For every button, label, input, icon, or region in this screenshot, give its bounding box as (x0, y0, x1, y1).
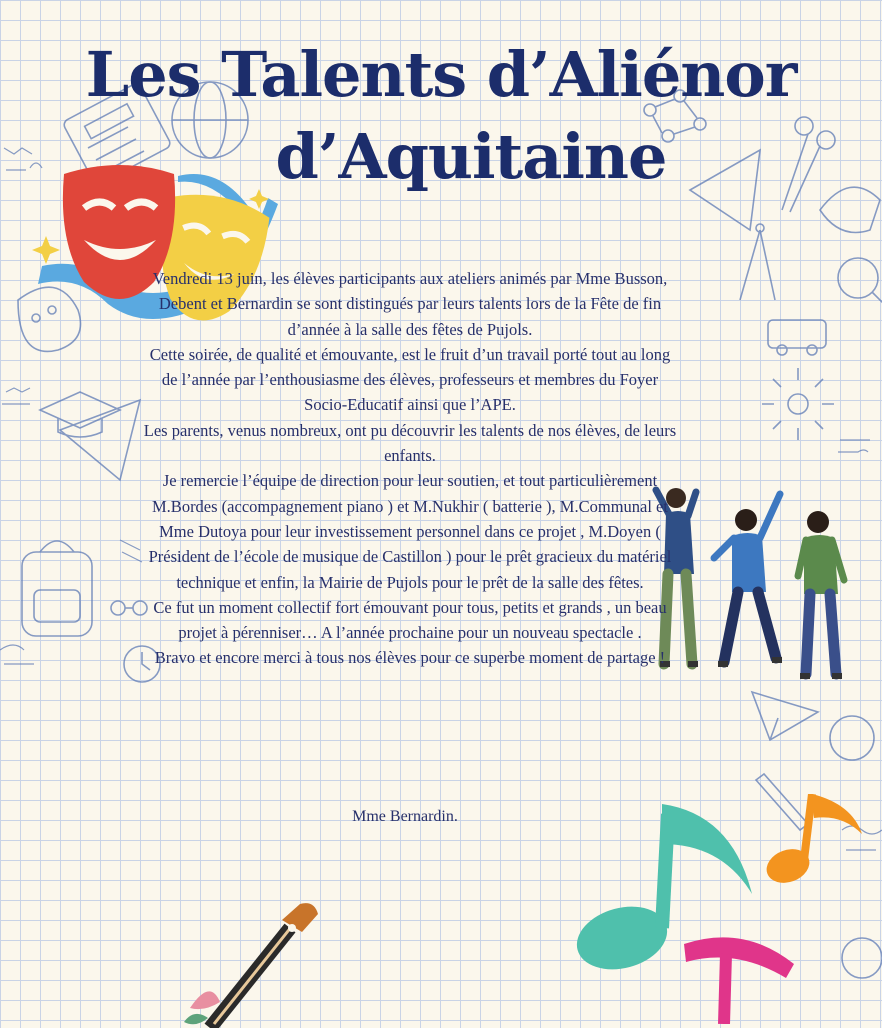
bus-icon (768, 320, 826, 355)
paragraph-6: Bravo et encore merci à tous nos élèves pour ce superbe moment de partage ! (154, 648, 666, 668)
signature: Mme Bernardin. (352, 808, 458, 825)
article-body (140, 266, 680, 671)
paragraph-2: Cette soirée, de qualité et émouvante, est le fruit d’un travail porté tout au long de l’année par l’enthousiasme des élèves, professeurs et membres du Foyer Socio-Educatif ainsi que l’APE. (149, 344, 671, 415)
guitar-icon (180, 898, 340, 1028)
compass-icon (740, 224, 775, 300)
backpack-icon (22, 541, 92, 636)
graduation-cap-icon (40, 392, 120, 437)
paragraph-4: Je remercie l’équipe de direction pour leur soutien, et tout particulièrement M.Bordes (accompagnement piano ) et M.Nukhir ( batterie ), M.Communal et Mme Dutoya pour leur investissement personnel dans ce projet , M.Doyen ( Président de l’école de musique de Castillon ) pour le prêt gracieux du matériel technique et enfin, la Mairie de Pujols pour le prêt de la salle des fêtes. (148, 471, 672, 592)
title-line-2: d’Aquitaine (275, 120, 667, 193)
dancer-3 (798, 511, 844, 676)
paragraph-1: Vendredi 13 juin, les élèves participants aux ateliers animés par Mme Busson, Debent et Bernardin se sont distingués par leurs talents lors de la Fête de fin d’année à la salle des fêtes de Pujols. (152, 269, 668, 339)
paragraph-5: Ce fut un moment collectif fort émouvant pour tous, petits et grands , un beau projet à pérenniser… A l’année prochaine pour un nouveau spectacle . (153, 597, 667, 643)
sun-icon (762, 368, 834, 440)
dancer-2 (714, 494, 782, 664)
music-notes-icon (576, 794, 876, 1024)
bell-icon (820, 187, 880, 232)
paragraph-3: Les parents, venus nombreux, ont pu découvrir les talents de nos élèves, de leurs enfants. (143, 420, 677, 466)
magnifier-icon (838, 258, 882, 306)
title-line-1: Les Talents d’Aliénor (85, 38, 797, 111)
dancing-students-illustration (648, 474, 878, 704)
